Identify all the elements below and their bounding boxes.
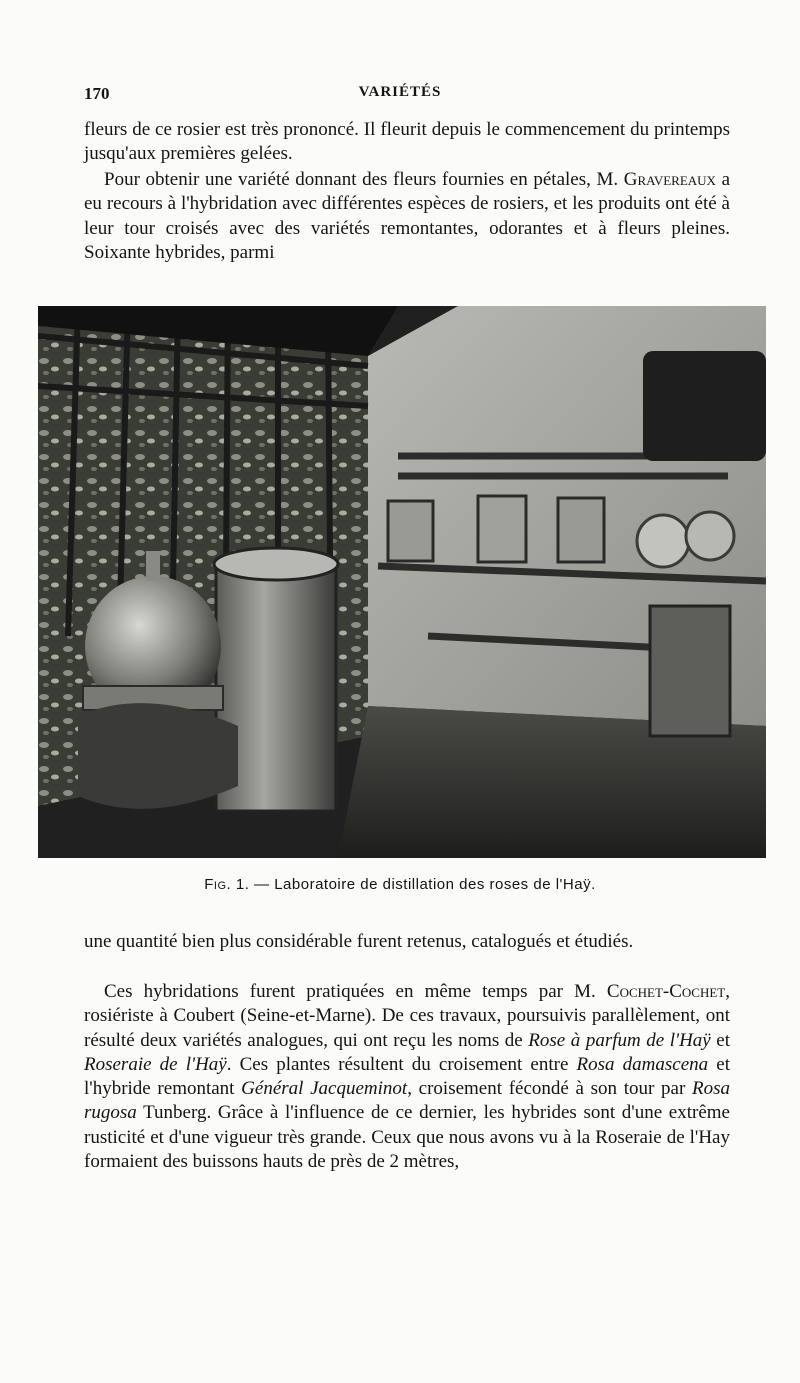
text-run: Pour obtenir une variété donnant des fleurs fournies en pétales, M. (104, 169, 624, 190)
text-run: , rosiériste à Coubert (Seine-et-Marne). De ces travaux, poursuivis parallèlement, ont résulté deux variétés analogues, qui ont reçu les noms de (84, 981, 730, 1051)
text-run: Tunberg. Grâce à l'influence de ce dernier, les hybrides sont d'une extrême rusticité et d'une vigueur très grande. Ceux que nous avons vu à la Roseraie de l'Hay formaient des buissons hauts de près de 2 mètres, (84, 1102, 730, 1173)
variety-name: Roseraie de l'Haÿ (84, 1053, 227, 1075)
text-run: Ces hybridations furent pratiquées en même temps par M. (104, 981, 607, 1002)
paragraph-cochet (84, 980, 730, 1174)
figure-caption-text: — Laboratoire de distillation des roses de l'Haÿ. (249, 876, 596, 893)
variety-name: Rose à parfum de l'Haÿ (528, 1029, 711, 1051)
paragraph-hybridation (84, 168, 730, 265)
text-run: et l'hybride remontant (84, 1053, 731, 1100)
species-name: Rosa damascena (576, 1053, 709, 1075)
variety-name: Général Jacqueminot (241, 1078, 408, 1100)
text-run: et (710, 1029, 730, 1051)
text-run: . Ces plantes résultent du croisement entre (226, 1053, 577, 1075)
text-run: , croisement fécondé à son tour par (407, 1078, 693, 1100)
page-number: 170 (84, 84, 110, 103)
paragraph-retenus: une quantité bien plus considérable furent retenus, catalogués et étudiés. (84, 931, 634, 952)
paragraph-continued: fleurs de ce rosier est très prononcé. Il fleurit depuis le commencement du printemps jusqu'aux premières gelées. (84, 119, 730, 165)
person-name: Gravereaux (623, 169, 716, 190)
text-run: a eu recours à l'hybridation avec différentes espèces de rosiers, et les produits ont été à leur tour croisés avec des variétés remontantes, odorantes et à fleurs pleines. Soixante hybrides, parmi (84, 169, 731, 263)
distillation-lab-photo (38, 306, 766, 858)
figure-photograph (38, 306, 766, 858)
running-head: VARIÉTÉS (358, 84, 442, 100)
figure-caption (0, 876, 800, 893)
person-name: Cochet-Cochet (606, 981, 726, 1002)
figure-label: Fig. 1. (204, 876, 250, 893)
species-name: Rosa rugosa (84, 1078, 731, 1124)
